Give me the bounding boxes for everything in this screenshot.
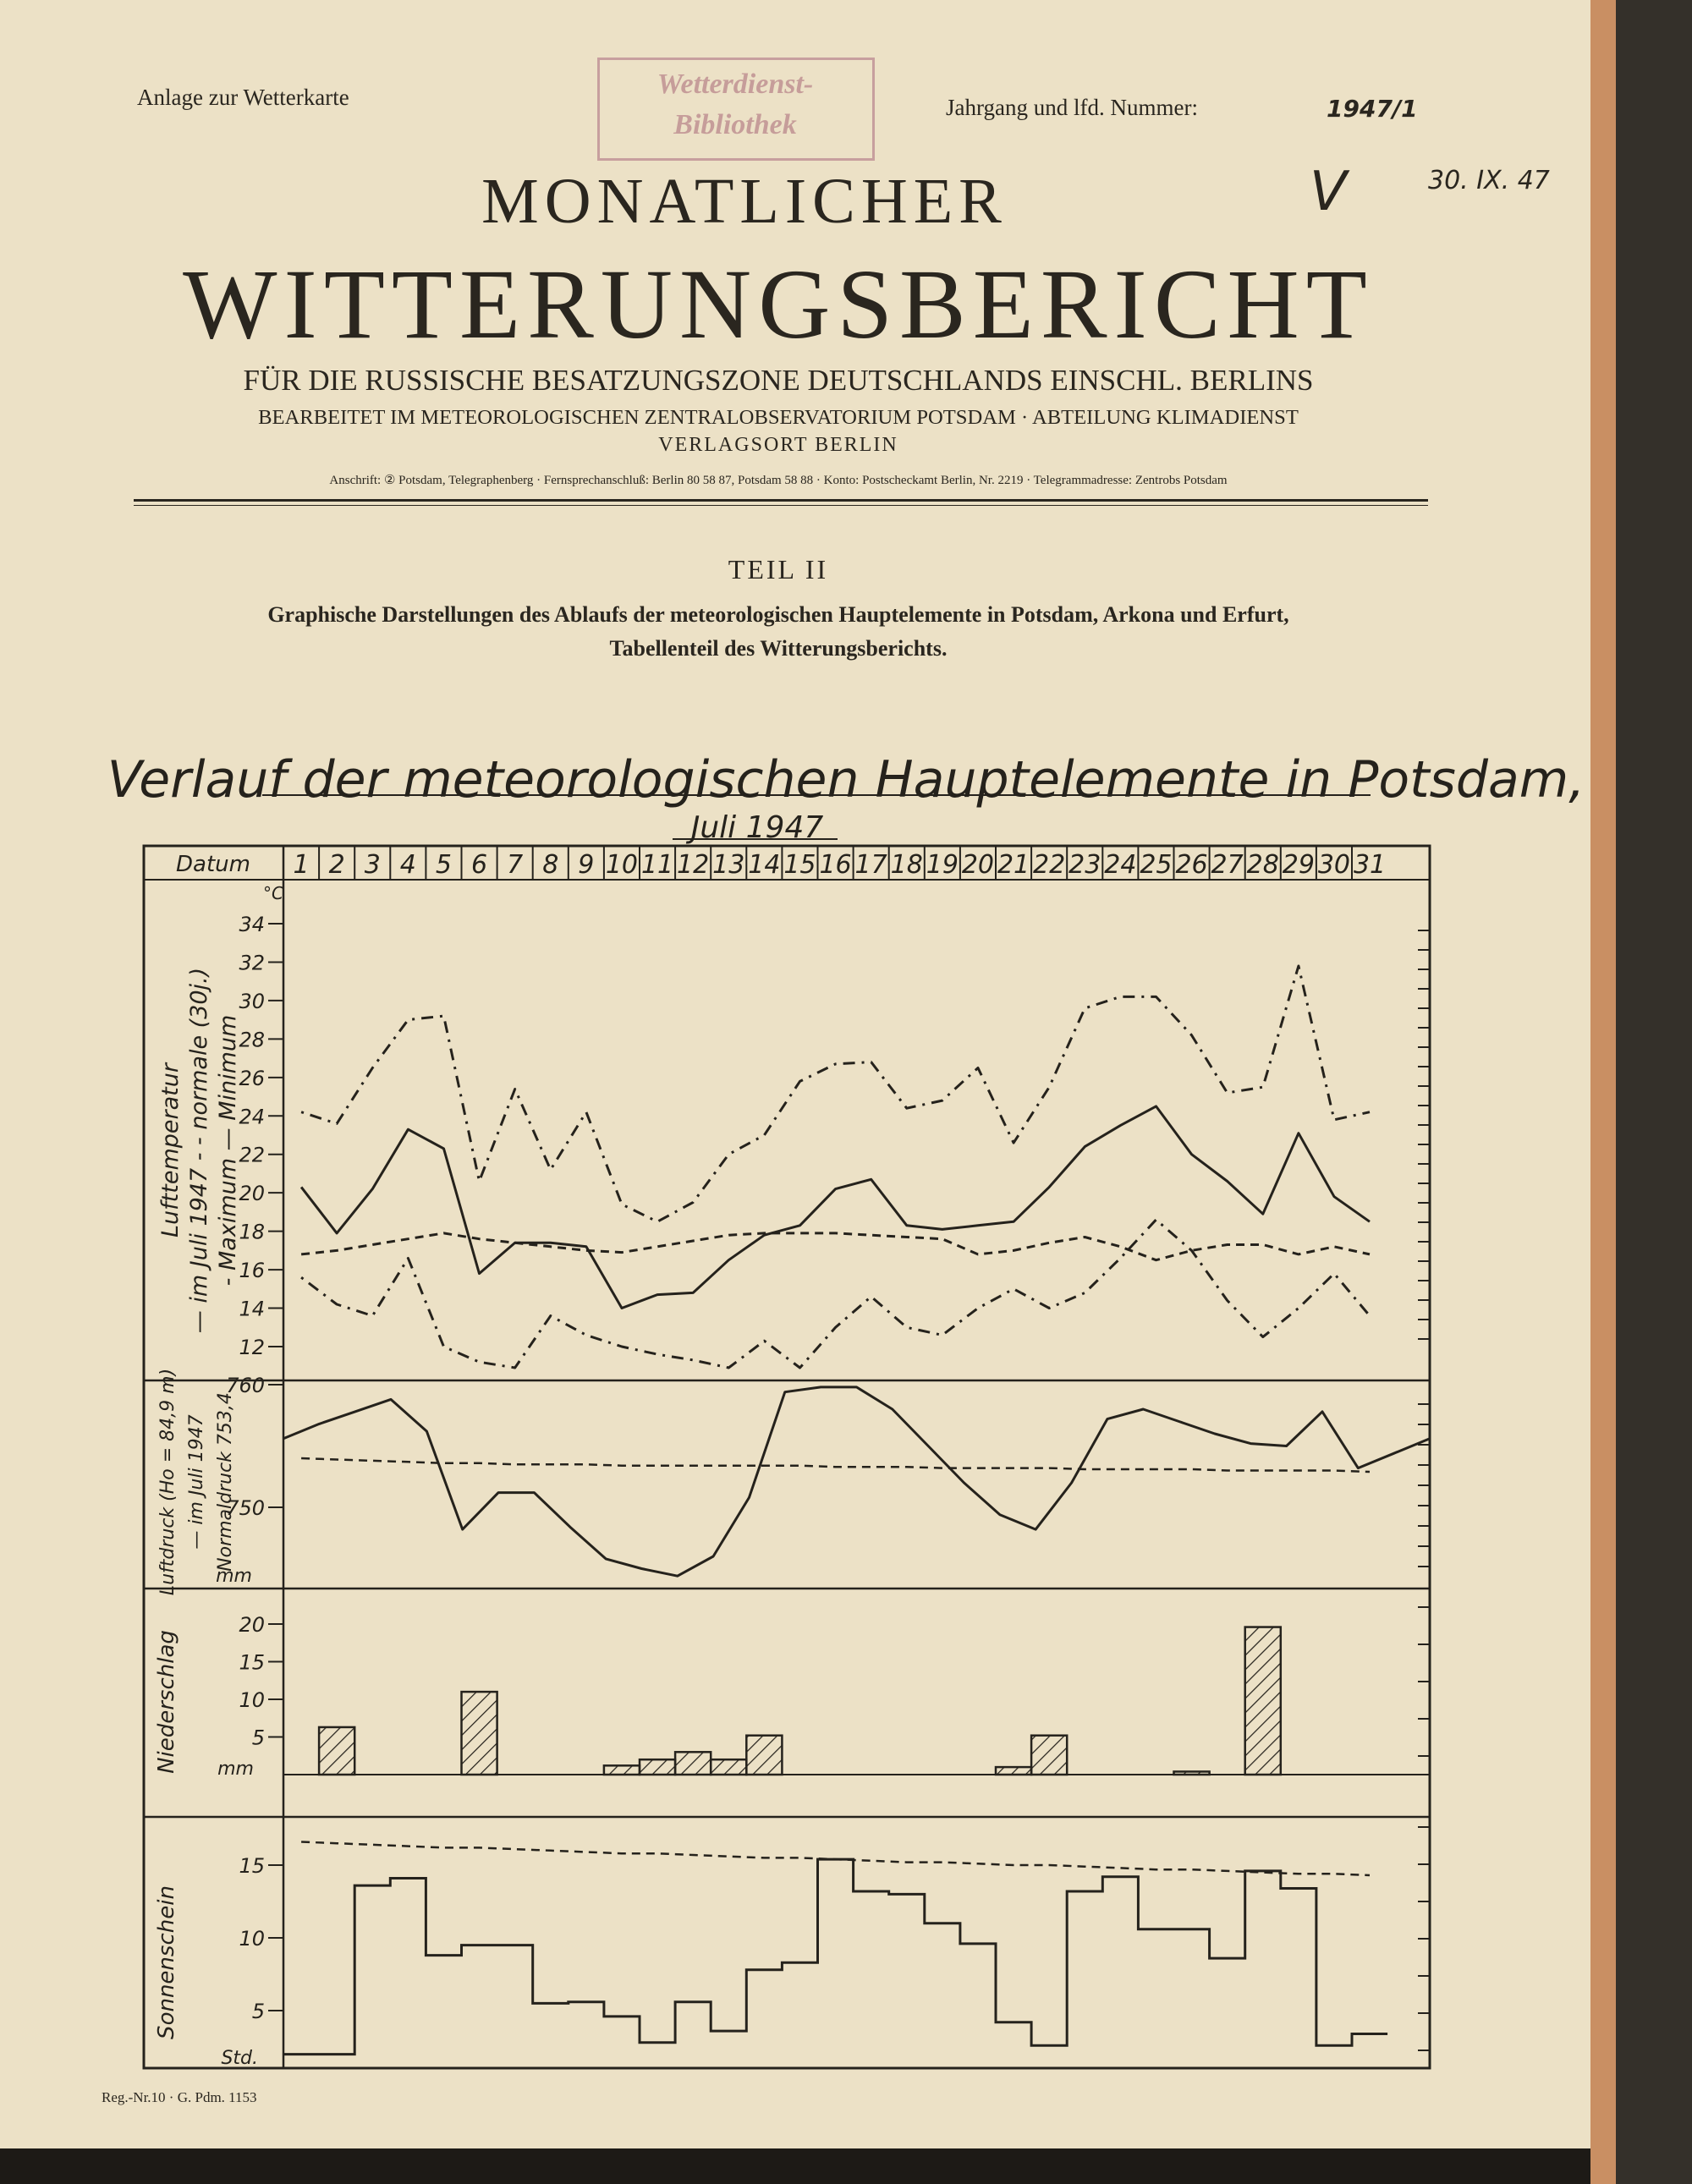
precip-bar-day-26 bbox=[1174, 1771, 1210, 1775]
precip-bar-day-6 bbox=[462, 1692, 497, 1775]
date-label-6: 6 bbox=[471, 850, 488, 880]
date-label-31: 31 bbox=[1353, 850, 1387, 880]
temp-tick-label-16: 16 bbox=[239, 1259, 265, 1283]
precip-bar-day-10 bbox=[604, 1765, 640, 1775]
chart-subtitle: Juli 1947 bbox=[690, 810, 824, 845]
sunshine-tick-label-15: 15 bbox=[239, 1854, 265, 1878]
precip-tick-label-10: 10 bbox=[239, 1688, 265, 1712]
precip-bar-day-14 bbox=[746, 1736, 782, 1775]
date-label-8: 8 bbox=[542, 850, 559, 880]
precip-bar-day-13 bbox=[711, 1759, 746, 1775]
date-label-26: 26 bbox=[1175, 850, 1208, 880]
date-label-1: 1 bbox=[293, 850, 310, 880]
sunshine-series-observed bbox=[283, 1859, 1387, 2055]
date-label-16: 16 bbox=[819, 850, 852, 880]
edited-by-line: BEARBEITET IM METEOROLOGISCHEN ZENTRALOBSERVATORIUM POTSDAM · ABTEILUNG KLIMADIENST bbox=[258, 406, 1299, 429]
date-label-30: 30 bbox=[1317, 850, 1351, 880]
temp-tick-label-20: 20 bbox=[239, 1182, 265, 1206]
pressure-axis-label-1: Luftdruck (Ho = 84,9 m) bbox=[157, 1368, 179, 1596]
precip-tick-label-15: 15 bbox=[239, 1650, 265, 1675]
publication-place: VERLAGSORT BERLIN bbox=[658, 434, 898, 456]
date-label-23: 23 bbox=[1068, 850, 1101, 880]
precip-axis-label-1: Niederschlag bbox=[154, 1630, 179, 1774]
date-label-29: 29 bbox=[1282, 850, 1315, 880]
part-description-1: Graphische Darstellungen des Ablaufs der meteorologischen Hauptelemente in Potsdam, Arkona und Erfurt, bbox=[267, 602, 1289, 627]
temp-tick-label-26: 26 bbox=[239, 1066, 265, 1090]
date-label-15: 15 bbox=[783, 850, 816, 880]
stamp-line-2: Bibliothek bbox=[673, 109, 797, 140]
date-label-22: 22 bbox=[1033, 850, 1066, 880]
temp-tick-label-22: 22 bbox=[239, 1143, 265, 1167]
address-line: Anschrift: ② Potsdam, Telegraphenberg · Fernsprechanschluß: Berlin 80 58 87, Potsdam 58 88 · Konto: Postscheckamt Berlin, Nr. 2219 · Telegrammadresse: Zentrobs Potsdam bbox=[329, 474, 1228, 487]
date-label-27: 27 bbox=[1211, 850, 1244, 880]
pressure-series-observed bbox=[283, 1387, 1430, 1576]
temp-axis-label-3: - Maximum — Minimum bbox=[215, 1014, 241, 1287]
temp-tick-label-24: 24 bbox=[239, 1105, 265, 1129]
part-heading: TEIL II bbox=[728, 554, 829, 584]
date-label-7: 7 bbox=[507, 850, 524, 880]
precip-bar-day-28 bbox=[1245, 1627, 1281, 1775]
precip-tick-label-5: 5 bbox=[251, 1726, 265, 1750]
sunshine-tick-label-5: 5 bbox=[251, 2000, 265, 2023]
title-line-1: MONATLICHER bbox=[481, 166, 1008, 237]
pressure-tick-label-750: 750 bbox=[226, 1496, 265, 1520]
precip-tick-label-20: 20 bbox=[239, 1613, 265, 1637]
date-label-28: 28 bbox=[1246, 850, 1279, 880]
date-label-12: 12 bbox=[677, 850, 710, 880]
temp-tick-label-14: 14 bbox=[239, 1297, 265, 1321]
date-label-20: 20 bbox=[961, 850, 995, 880]
date-label-13: 13 bbox=[712, 850, 745, 880]
part-description-2: Tabellenteil des Witterungsberichts. bbox=[609, 636, 948, 661]
temp-tick-label-12: 12 bbox=[239, 1336, 265, 1359]
sunshine-tick-label-10: 10 bbox=[239, 1927, 265, 1951]
date-label-5: 5 bbox=[435, 850, 452, 880]
temp-axis-label-1: Lufttemperatur bbox=[157, 1063, 184, 1237]
date-label-2: 2 bbox=[328, 850, 345, 880]
precip-bar-day-21 bbox=[996, 1767, 1031, 1775]
precip-bar-day-12 bbox=[675, 1752, 711, 1775]
handwritten-mark: V bbox=[1310, 161, 1347, 223]
issue-number-label: Jahrgang und lfd. Nummer: bbox=[946, 95, 1198, 120]
date-label-3: 3 bbox=[364, 850, 381, 880]
footer-registration: Reg.-Nr.10 · G. Pdm. 1153 bbox=[102, 2089, 257, 2105]
pressure-axis-label-2: — im Juli 1947 bbox=[186, 1414, 207, 1550]
temp-tick-label-30: 30 bbox=[239, 989, 265, 1013]
pressure-series-normal bbox=[301, 1458, 1370, 1472]
date-label-17: 17 bbox=[854, 850, 887, 880]
precip-unit: mm bbox=[217, 1759, 254, 1780]
date-label-25: 25 bbox=[1140, 850, 1173, 880]
title-line-2: WITTERUNGSBERICHT bbox=[183, 249, 1374, 359]
chart-frame bbox=[144, 846, 1430, 2068]
date-label-24: 24 bbox=[1104, 850, 1137, 880]
sunshine-axis-label-1: Sonnenschein bbox=[154, 1885, 179, 2039]
pressure-unit: mm bbox=[216, 1566, 252, 1587]
date-label-14: 14 bbox=[748, 850, 781, 880]
subtitle-zone: FÜR DIE RUSSISCHE BESATZUNGSZONE DEUTSCHLANDS EINSCHL. BERLINS bbox=[243, 364, 1314, 397]
precip-bar-day-11 bbox=[640, 1759, 675, 1775]
temp-series-normale-30j- bbox=[301, 1233, 1370, 1260]
temp-tick-label-18: 18 bbox=[239, 1220, 265, 1244]
temp-unit: °C bbox=[263, 883, 283, 903]
date-label-19: 19 bbox=[926, 850, 959, 880]
stamp-line-1: Wetterdienst- bbox=[656, 69, 814, 100]
pressure-axis-label-3: Normaldruck 753,4 bbox=[215, 1392, 236, 1572]
sunshine-series-normal bbox=[301, 1842, 1370, 1876]
handwritten-date: 30. IX. 47 bbox=[1428, 166, 1550, 195]
top-left-note: Anlage zur Wetterkarte bbox=[137, 85, 349, 110]
date-header-label: Datum bbox=[176, 852, 250, 877]
temp-series-im-juli-1947 bbox=[301, 1106, 1370, 1309]
chart-title: Verlauf der meteorologischen Hauptelemente in Potsdam, bbox=[107, 750, 1585, 809]
temp-tick-label-28: 28 bbox=[239, 1028, 265, 1052]
date-label-21: 21 bbox=[997, 850, 1030, 880]
date-label-10: 10 bbox=[605, 850, 639, 880]
temp-axis-label-2: — im Juli 1947 - - normale (30j.) bbox=[186, 967, 212, 1334]
issue-number-value: 1947/1 bbox=[1327, 95, 1418, 123]
temp-tick-label-32: 32 bbox=[239, 951, 265, 975]
date-label-4: 4 bbox=[399, 850, 416, 880]
temp-tick-label-34: 34 bbox=[239, 913, 265, 936]
date-label-11: 11 bbox=[640, 850, 674, 880]
date-label-9: 9 bbox=[578, 850, 595, 880]
date-label-18: 18 bbox=[890, 850, 923, 880]
sunshine-unit: Std. bbox=[221, 2048, 258, 2069]
pressure-tick-label-760: 760 bbox=[226, 1374, 265, 1397]
temp-series-minimum bbox=[301, 1220, 1370, 1368]
precip-bar-day-2 bbox=[319, 1727, 354, 1775]
temp-series-maximum bbox=[301, 966, 1370, 1221]
precip-bar-day-22 bbox=[1031, 1736, 1067, 1775]
